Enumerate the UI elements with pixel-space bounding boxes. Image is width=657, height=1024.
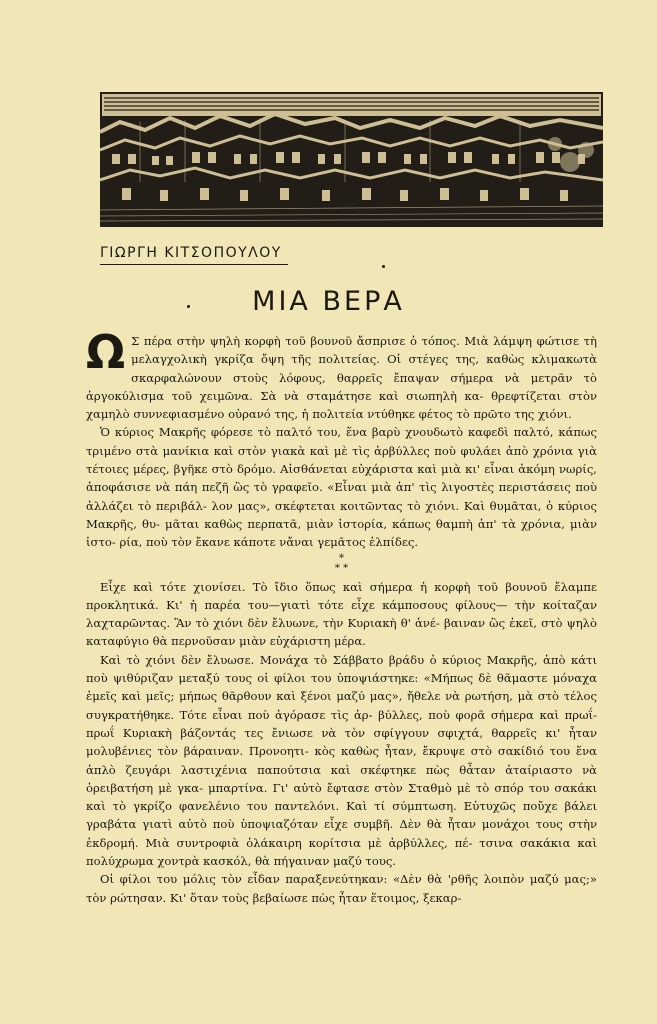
- paragraph: Οἱ φίλοι του μόλις τὸν εἶδαν παραξενεύτηκαν: «Δὲν θὰ 'ρθῆς λοιπὸν μαζύ μας;» τὸν ρώτησαν. Κι' ὅταν τοὺς βεβαίωσε πὼς ἦταν ἕτοιμος, ξεκαρ-: [86, 872, 597, 905]
- author-name: ΓΙΩΡΓΗ ΚΙΤΣΟΠΟΥΛΟΥ: [100, 245, 282, 261]
- article-title: ΜΙΑ ΒΕΡΑ: [252, 286, 405, 317]
- author-underline: [100, 264, 288, 265]
- section-separator: * * *: [334, 552, 349, 574]
- decorative-dot: [382, 265, 385, 268]
- paragraph-text: Σ πέρα στὴν ψηλὴ κορφὴ τοῦ βουνοῦ ἄσπρισε ὁ τόπος. Μιὰ λάμψη φώτισε τὴ μελαγχολικὴ γκρίζα ὄψη τῆς πολιτείας. Οἱ στέγες της, καθὼς κλιμακωτὰ σκαρφαλώνουν στοὺς λόφους, θαρρεῖς ἔπαψαν σήμερα νὰ μετρᾶν τὸ ἀργοκύλισμα τοῦ χειμῶνα. Σὰ νὰ σταμάτησε καὶ σιωπηλὴ κα- θρεφτίζεται στὸν χαμηλὸ συννεφιασμένο οὐρανό της, ἡ πολιτεία ντύθηκε φέτος τὸ πρῶτο της χιόνι.: [86, 334, 597, 422]
- paragraph: Ὁ κύριος Μακρῆς φόρεσε τὸ παλτό του, ἕνα βαρὺ χνουδωτὸ καφεδὶ παλτό, κάπως τριμένο στὰ μανίκια καὶ στὸν γιακὰ καὶ μὲ τὶς ἀρβύλλες ποὺ φυλάει ἀπὸ χρόνια γιὰ τέτοιες μέρες, βγῆκε στὸ δρόμο. Αἰσθάνεται εὐχάριστα καὶ μιὰ κι' εἶναι ἀκόμη νωρίς, ἀποφάσισε νὰ πάη πεζῆ ὣς τὸ γραφεῖο. «Εἶναι μιὰ ἀπ' τὶς λιγοστὲς περιστάσεις ποὺ ἀλλάζει τὸ περιβάλ- λον μας», σκέφτεται κοιτῶντας τὸ χιόνι. Καὶ θυμᾶται, ὁ κύριος Μακρῆς, θυ- μᾶται καθὼς περπατᾶ, μιὰν ἱστορία, κάπως θαμπὴ ἀπ' τὰ χρόνια, μιὰν ἱστο- ρία, ποὺ τὸν ἔκανε κάποτε νἄναι γεμᾶτος ἐλπίδες.: [86, 425, 597, 550]
- article-body: [86, 325, 597, 907]
- woodcut-illustration: [100, 92, 603, 227]
- drop-cap: Ω: [86, 325, 126, 379]
- paragraph: Εἶχε καὶ τότε χιονίσει. Τὸ ἴδιο ὅπως καὶ σήμερα ἡ κορφὴ τοῦ βουνοῦ ἔλαμπε προκλητικά. Κι' ἡ παρέα του—γιατὶ τότε εἶχε κάμποσους φίλους— τὴν κοίταζαν λαχταρῶντας. Ἂν τὸ χιόνι δὲν ἔλυωνε, τὴν Κυριακὴ θ' ἀνέ- βαιναν ὣς ἐκεῖ, στὸ ψηλὸ καταφύγιο θὰ περνοῦσαν μιὰν εὐχάριστη μέρα.: [86, 579, 597, 649]
- paragraph: [86, 325, 597, 423]
- paragraph: Καὶ τὸ χιόνι δὲν ἔλυωσε. Μονάχα τὸ Σάββατο βράδυ ὁ κύριος Μακρῆς, ἀπὸ κάτι ποὺ ψιθύριζαν μεταξύ τους οἱ φίλοι του ὑποψιάστηκε: «Μήπως δὲ θᾶμαστε μόναχα ἐμεῖς καὶ μεῖς; μήπως θᾶρθουν καὶ ξένοι μαζύ μας», ἤθελε νὰ ρωτήση, μὰ στὸ τέλος συγκρατήθηκε. Τότε εἶναι ποὺ ἀγόρασε τὶς ἀρ- βύλλες, ποὺ φορᾶ σήμερα καὶ πρωΐ-πρωΐ Κυριακὴ βάζοντάς τες ἔνιωσε νὰ τὸν σφίγγουν σφιχτά, θαρρεῖς κι' ἦταν μολυβένιες τὸν βάραιναν. Προνοητι- κὸς καθὼς ἦταν, ἔκρυψε στὸ σακίδιό του ἕνα ἁπλὸ ζευγάρι λαστιχένια παπούτσια καὶ σκέφτηκε πὼς θἆταν ἀταίριαστο νὰ ὀρειβατήση μὲ γκα- μπαρτίνα. Γι' αὐτὸ ἔφτασε στὸν Σταθμὸ μὲ τὸ σπόρ του σακάκι καὶ τὸ γκρίζο φανελένιο του παντελόνι. Καὶ τί σύμπτωση. Εὐτυχῶς ποὔχε βάλει γραβάτα γιατὶ αὐτὸ ποὺ ὑποψιαζόταν εἶχε συμβῆ. Δὲν θὰ ἦταν μονάχοι τους στὴν ἐκδρομή. Μιὰ συντροφιὰ ὁλάκαιρη κορίτσια μὲ ἀρβύλλες, πέ- τσινα σακάκια καὶ πολύχρωμα χοντρὰ κασκόλ, θὰ πήγαιναν μαζύ τους.: [86, 652, 597, 869]
